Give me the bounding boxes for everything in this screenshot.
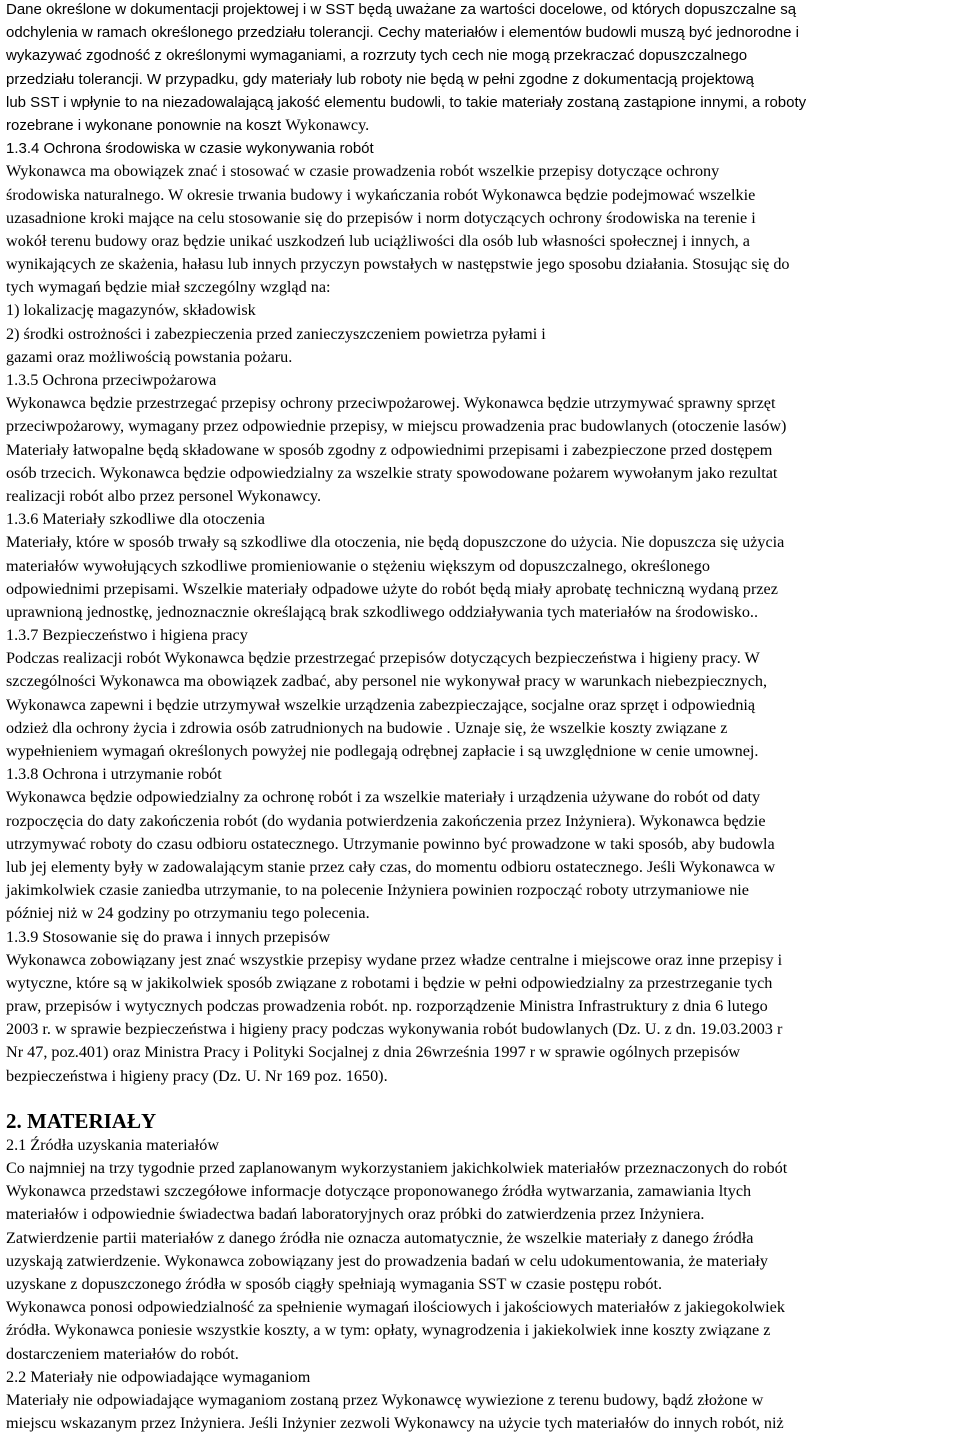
text-line [6,1389,954,1412]
document-page [6,0,954,1435]
text-line [6,253,954,276]
text-line [6,1296,954,1319]
text-span: jakimkolwiek czasie zaniedba utrzymanie, to na polecenie Inżyniera powinien rozpocząć roboty utrzymaniowe nie [6,881,749,900]
text-span: praw, przepisów i wytycznych podczas prowadzenia robót. np. rozporządzenie Ministra Infrastruktury z dnia 6 lutego [6,997,768,1016]
text-span: szczególności Wykonawca ma obowiązek zadbać, aby personel nie wykonywał pracy w warunkach niebezpiecznych, [6,672,768,691]
text-line [6,1180,954,1203]
text-span: przedziału tolerancji. W przypadku, gdy materiały lub roboty nie będą w pełni zgodne z dokumentacją projektową [6,70,754,88]
text-span: Podczas realizacji robót Wykonawca będzie przestrzegać przepisów dotyczących bezpieczeństwa i higieny pracy. W [6,649,760,668]
blank-line [6,1088,954,1108]
text-line [6,624,954,647]
text-span: Materiały nie odpowiadające wymaganiom zostaną przez Wykonawcę wywiezione z terenu budowy, bądź złożone w [6,1390,764,1409]
text-line [6,810,954,833]
section-heading-materialy: 2. MATERIAŁY [6,1108,157,1133]
text-line [6,972,954,995]
text-span: odpowiednimi przepisami. Wszelkie materiały odpadowe użyte do robót będą miały aprobatę techniczną wydaną przez [6,579,778,598]
text-line [6,1412,954,1435]
text-line [6,346,954,369]
text-span: 2003 r. w sprawie bezpieczeństwa i higieny pracy podczas wykonywania robót budowlanych (Dz. U. z dn. 19.03.2003 r [6,1020,783,1039]
text-line [6,1227,954,1250]
text-line [6,415,954,438]
text-span: dostarczeniem materiałów do robót. [6,1344,239,1363]
text-span: środowiska naturalnego. W okresie trwania budowy i wykańczania robót Wykonawca będzie podejmować wszelkie [6,185,756,204]
text-span: Nr 47, poz.401) oraz Ministra Pracy i Polityki Socjalnej z dnia 26września 1997 r w sprawie ogólnych przepisów [6,1043,741,1062]
text-span: 1.3.4 Ochrona środowiska w czasie wykonywania robót [6,140,374,158]
text-line [6,68,954,91]
text-span: wykazywać zgodność z określonymi wymaganiami, a rozrzuty tych cech nie mogą przekraczać dopuszczalnego [6,47,748,65]
text-line [6,1319,954,1342]
text-span: źródła. Wykonawca poniesie wszystkie koszty, a w tym: opłaty, wynagrodzenia i jakiekolwiek inne koszty związane z [6,1321,771,1340]
text-span: 2.1 Źródła uzyskania materiałów [6,1135,220,1154]
text-span: Wykonawcy. [285,115,370,134]
text-line [6,949,954,972]
text-line [6,1018,954,1041]
text-line [6,879,954,902]
text-span: uzyskają zatwierdzenie. Wykonawca zobowiązany jest do prowadzenia badań w celu udokumentowania, że materiały [6,1251,768,1270]
text-span: uzyskane z dopuszczonego źródła w sposób ciągły spełniają wymagania SST w czasie postępu robót. [6,1274,663,1293]
text-line [6,21,954,44]
text-line [6,114,954,137]
text-span: wokół terenu budowy oraz będzie unikać uszkodzeń lub uciążliwości dla osób lub własności społecznej i innych, a [6,231,750,250]
text-span: materiałów i odpowiednie świadectwa badań laboratoryjnych oraz próbki do zatwierdzenia przez Inżyniera. [6,1205,705,1224]
text-line [6,230,954,253]
text-span: Dane określone w dokumentacji projektowej i w SST będą uważane za wartości docelowe, od których dopuszczalne są [6,1,797,18]
text-line [6,833,954,856]
text-line [6,276,954,299]
text-line [6,508,954,531]
text-line [6,462,954,485]
text-span: Wykonawca będzie odpowiedzialny za ochronę robót i za wszelkie materiały i urządzenia używane do robót od daty [6,788,761,807]
document-body-section-2 [6,1134,954,1435]
text-line [6,323,954,346]
text-line [6,531,954,554]
text-span: odzież dla ochrony życia i zdrowia osób zatrudnionych na budowie . Uznaje się, że wszelkie koszty związane z [6,718,728,737]
text-span: 1.3.5 Ochrona przeciwpożarowa [6,371,217,389]
text-span: utrzymywać roboty do czasu odbioru ostatecznego. Utrzymanie powinno być prowadzone w taki sposób, aby budowla [6,834,775,853]
text-span: 2.2 Materiały nie odpowiadające wymaganiom [6,1367,311,1386]
text-line [6,694,954,717]
text-span: wytyczne, które są w jakikolwiek sposób związane z robotami i będzie w pełni odpowiedzialny za przestrzeganie tych [6,973,773,992]
text-line [6,369,954,392]
text-line [6,160,954,183]
text-line [6,786,954,809]
text-line [6,926,954,949]
text-line [6,207,954,230]
text-span: 1.3.6 Materiały szkodliwe dla otoczenia [6,510,265,529]
text-line [6,1366,954,1389]
text-line [6,485,954,508]
document-body-section-1 [6,0,954,1088]
text-span: Materiały łatwopalne będą składowane w sposób zgodny z odpowiednimi przepisami i zabezpieczone przed dostępem [6,440,773,459]
text-span: Wykonawca zobowiązany jest znać wszystkie przepisy wydane przez władze centralne i miejscowe oraz inne przepisy i [6,950,783,969]
text-span: rozpoczęcia do daty zakończenia robót (do wydania potwierdzenia zakończenia przez Inżyniera). Wykonawca będzie [6,811,766,830]
text-line [6,740,954,763]
text-span: wypełnieniem wymagań określonych powyżej nie podlegają odrębnej zapłacie i są uwzględnione w cenie umownej. [6,742,759,760]
text-span: 1.3.9 Stosowanie się do prawa i innych przepisów [6,927,331,946]
text-span: Wykonawca przedstawi szczegółowe informacje dotyczące proponowanego źródła wytwarzania, zamawiania ltych [6,1182,752,1201]
text-line [6,670,954,693]
text-line [6,578,954,601]
text-span: miejscu wskazanym przez Inżyniera. Jeśli Inżynier zezwoli Wykonawcy na użycie tych materiałów do innych robót, niż [6,1414,784,1433]
text-line [6,1250,954,1273]
text-span: Co najmniej na trzy tygodnie przed zaplanowanym wykorzystaniem jakichkolwiek materiałów przeznaczonych do robót [6,1159,788,1177]
text-span: przeciwpożarowy, wymagany przez odpowiednie przepisy, w miejscu prowadzenia prac budowlanych (otoczenie lasów) [6,417,787,436]
text-span: Zatwierdzenie partii materiałów z danego źródła nie oznacza automatycznie, że wszelkie materiały z danego źródła [6,1228,754,1247]
text-span: 1.3.8 Ochrona i utrzymanie robót [6,765,222,784]
text-span: Wykonawca ponosi odpowiedzialność za spełnienie wymagań ilościowych i jakościowych materiałów z jakiegokolwiek [6,1298,785,1317]
text-line [6,856,954,879]
text-line [6,299,954,322]
text-line [6,91,954,114]
text-line [6,717,954,740]
text-span: 2) środki ostrożności i zabezpieczenia przed zanieczyszczeniem powietrza pyłami i [6,324,546,343]
text-span: gazami oraz możliwością powstania pożaru. [6,347,293,366]
text-span: osób trzecich. Wykonawca będzie odpowiedzialny za wszelkie straty spowodowane pożarem wywołanym jako rezultat [6,463,778,482]
text-line [6,647,954,670]
text-line [6,1343,954,1366]
text-span: 1) lokalizację magazynów, składowisk [6,301,256,320]
text-line [6,0,954,21]
text-span: Materiały, które w sposób trwały są szkodliwe dla otoczenia, nie będą dopuszczone do użycia. Nie dopuszcza się użycia [6,533,785,552]
text-span: wynikających ze skażenia, hałasu lub innych przyczyn powstałych w następstwie jego sposobu działania. Stosując się do [6,255,790,274]
text-span: później niż w 24 godziny po otrzymaniu tego polecenia. [6,904,370,923]
text-line [6,1134,954,1157]
text-span: Wykonawca ma obowiązek znać i stosować w czasie prowadzenia robót wszelkie przepisy dotyczące ochrony [6,162,720,181]
text-span: Wykonawca będzie przestrzegać przepisy ochrony przeciwpożarowej. Wykonawca będzie utrzymywać sprawny sprzęt [6,394,776,413]
text-line [6,1157,954,1180]
text-span: tych wymagań będzie miał szczególny wzgląd na: [6,278,331,297]
text-line [6,184,954,207]
text-line [6,392,954,415]
text-span: odchylenia w ramach określonego przedziału tolerancji. Cechy materiałów i elementów budowli muszą być jednorodne i [6,24,799,42]
text-span: uprawnioną jednostkę, jednoznacznie określającą brak szkodliwego oddziaływania tych materiałów na środowisko.. [6,602,759,621]
text-span: bezpieczeństwa i higieny pracy (Dz. U. Nr 169 poz. 1650). [6,1066,388,1085]
text-line [6,439,954,462]
text-line [6,601,954,624]
text-line [6,995,954,1018]
text-line [6,763,954,786]
text-span: Wykonawca zapewni i będzie utrzymywał wszelkie urządzenia zabezpieczające, socjalne oraz sprzęt i odpowiednią [6,695,756,714]
text-span: uzasadnione kroki mające na celu stosowanie się do przepisów i norm dotyczących ochrony środowiska na terenie i [6,208,756,227]
text-span: rozebrane i wykonane ponownie na koszt [6,116,286,134]
text-span: lub jej elementy były w zadowalającym stanie przez cały czas, do momentu odbioru ostatecznego. Jeśli Wykonawca w [6,857,776,876]
text-line [6,555,954,578]
text-span: 1.3.7 Bezpieczeństwo i higiena pracy [6,626,248,645]
text-line [6,902,954,925]
text-span: materiałów wywołujących szkodliwe promieniowanie o stężeniu większym od dopuszczalnego, określonego [6,556,710,575]
text-line [6,1041,954,1064]
text-line [6,1065,954,1088]
text-span: realizacji robót albo przez personel Wykonawcy. [6,486,321,505]
text-span: lub SST i wpłynie to na niezadowalającą jakość elementu budowli, to takie materiały zostaną zastąpione innymi, a roboty [6,93,807,111]
text-line [6,1273,954,1296]
text-line [6,44,954,67]
text-line [6,1203,954,1226]
text-line [6,137,954,160]
